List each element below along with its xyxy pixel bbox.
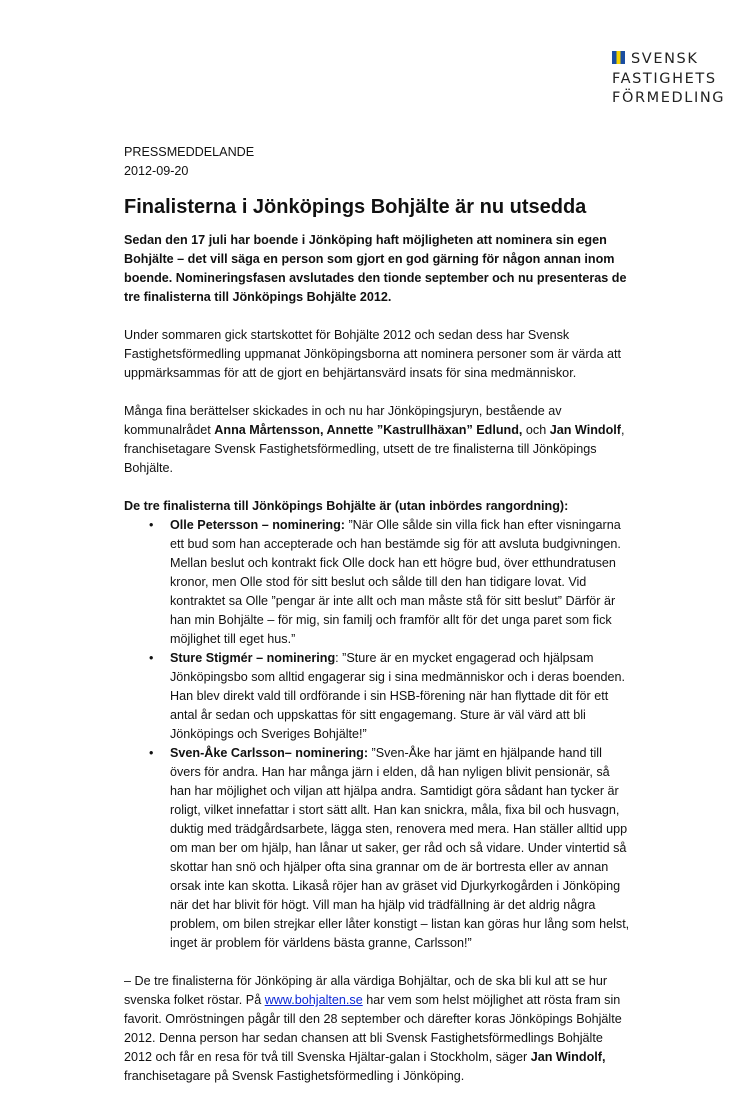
speaker-name: Jan Windolf, xyxy=(530,1050,606,1064)
text: har vem som helst möjlighet att rösta fram sin favorit. Omröstningen pågår till den 28 september och därefter koras Jönköpings Bohjälte 2012. Denna person har sedan chansen att bli Svensk Fastighetsförmedlings Bohjälte 2012 och får en resa för två till Svenska Hjältar-galan i Stockholm, säger xyxy=(124,993,622,1064)
list-item xyxy=(170,649,630,744)
text: , franchisetagare Svensk Fastighetsförmedling, utsett de tre finalisterna till Jönköpings Bohjälte. xyxy=(124,423,625,475)
company-logo xyxy=(612,50,725,109)
list-item xyxy=(170,744,630,953)
logo-line-1: SVENSK xyxy=(631,51,699,67)
logo-line-2: FASTIGHETS xyxy=(612,70,717,87)
nomination-text: ”Sven-Åke har jämt en hjälpande hand till övers för andra. Han har många järn i elden, då han nyligen blivit pensionär, så han har möjlighet och viljan att hjälpa andra. Samtidigt göra sådant han tycker är roligt, vilket innefattar i stort sätt allt. Han kan snickra, måla, fixa bil och husvagn, duktig med trädgårdsarbete, lägga sten, renovera med mera. Han ställer alltid upp om man ber om hjälp, han lånar ut saker, ger råd och så vidare. Under vintertid så skottar han snö och hjälper ofta sina grannar om de är bortresta eller av annan orsak inte kan skotta. Likaså röjer han av gräset vid Djurkyrkogården i Jönköping när det har blivit för högt. Vill man ha hjälp vid trädfällning är det aldrig några problem, om bilen strejkar eller låter konstigt – listan kan göras hur lång som helst, inget är problem för världens bästa granne, Carlsson!” xyxy=(170,746,630,950)
closing-paragraph xyxy=(124,972,630,1086)
lead-text: Sedan den 17 juli har boende i Jönköping haft möjligheten att nominera sin egen Bohjälte – det vill säga en person som gjort en god gärning för någon annan inom boende. Nomineringsfasen avslutades den tionde september och nu presenteras de tre finalisterna till Jönköpings Bohjälte 2012. xyxy=(124,233,627,304)
list-item xyxy=(170,516,630,649)
release-date: 2012-09-20 xyxy=(124,164,189,178)
finalist-name: Sven-Åke Carlsson– nominering: xyxy=(170,746,369,760)
finalist-name: Olle Petersson – nominering: xyxy=(170,518,345,532)
doc-type-label: PRESSMEDDELANDE xyxy=(124,145,255,159)
text: Många fina berättelser skickades in och nu har Jönköpingsjuryn, bestående av kommunalrådet xyxy=(124,404,562,437)
nomination-text: ”När Olle sålde sin villa fick han efter visningarna ett bud som han accepterade och han bestämde sig för att avsluta budgivningen. Mellan beslut och kontrakt fick Olle dock han ett högre bud, över etthundratusen kronor, men Olle stod för sitt beslut och sålde till den han tidigare lovat. Vid kontraktet sa Olle ”pengar är inte allt och man måste stå för sitt beslut” Därför är han min Bohjälte – för mig, sin familj och framför allt för det unga paret som fick möjlighet till eget hus.” xyxy=(170,518,621,646)
page-title: Finalisterna i Jönköpings Bohjälte är nu utsedda xyxy=(124,196,587,218)
finalists-list xyxy=(124,516,630,953)
heading-text: De tre finalisterna till Jönköpings Bohjälte är (utan inbördes rangordning): xyxy=(124,499,569,513)
text: och xyxy=(522,423,550,437)
text: franchisetagare på Svensk Fastighetsförmedling i Jönköping. xyxy=(124,1069,465,1083)
jury-names: Anna Mårtensson, Annette ”Kastrullhäxan” Edlund, xyxy=(214,423,523,437)
press-release xyxy=(124,143,630,1105)
swedish-flag-icon xyxy=(612,51,625,64)
bohjalten-link[interactable]: www.bohjalten.se xyxy=(264,993,363,1007)
finalist-name: Sture Stigmér – nominering xyxy=(170,651,336,665)
nomination-text: : ”Sture är en mycket engagerad och hjälpsam Jönköpingsbo som alltid engagerar sig i sina medmänniskor och i deras boenden. Han blev direkt vald till ordförande i sin HSB-förening när han flyttade dit för ett antal år sedan och uppskattas för sitt engagemang. Sture är väl värd att bli Jönköpings och Sveriges Bohjälte!” xyxy=(170,651,626,741)
paragraph-3 xyxy=(124,402,630,478)
logo-line-3: FÖRMEDLING xyxy=(612,90,726,106)
text: – De tre finalisterna för Jönköping är alla värdiga Bohjältar, och de ska bli kul att se hur svenska folket röstar. På xyxy=(124,974,608,1007)
paragraph-2: Under sommaren gick startskottet för Bohjälte 2012 och sedan dess har Svensk Fastighetsförmedling uppmanat Jönköpingsborna att nominera personer som är värda att uppmärksammas för att de gjort en behjärtansvärd insats för sina medmänniskor. xyxy=(124,328,622,380)
jury-name: Jan Windolf xyxy=(549,423,621,437)
finalists-heading xyxy=(124,497,630,516)
lead-paragraph xyxy=(124,231,630,307)
